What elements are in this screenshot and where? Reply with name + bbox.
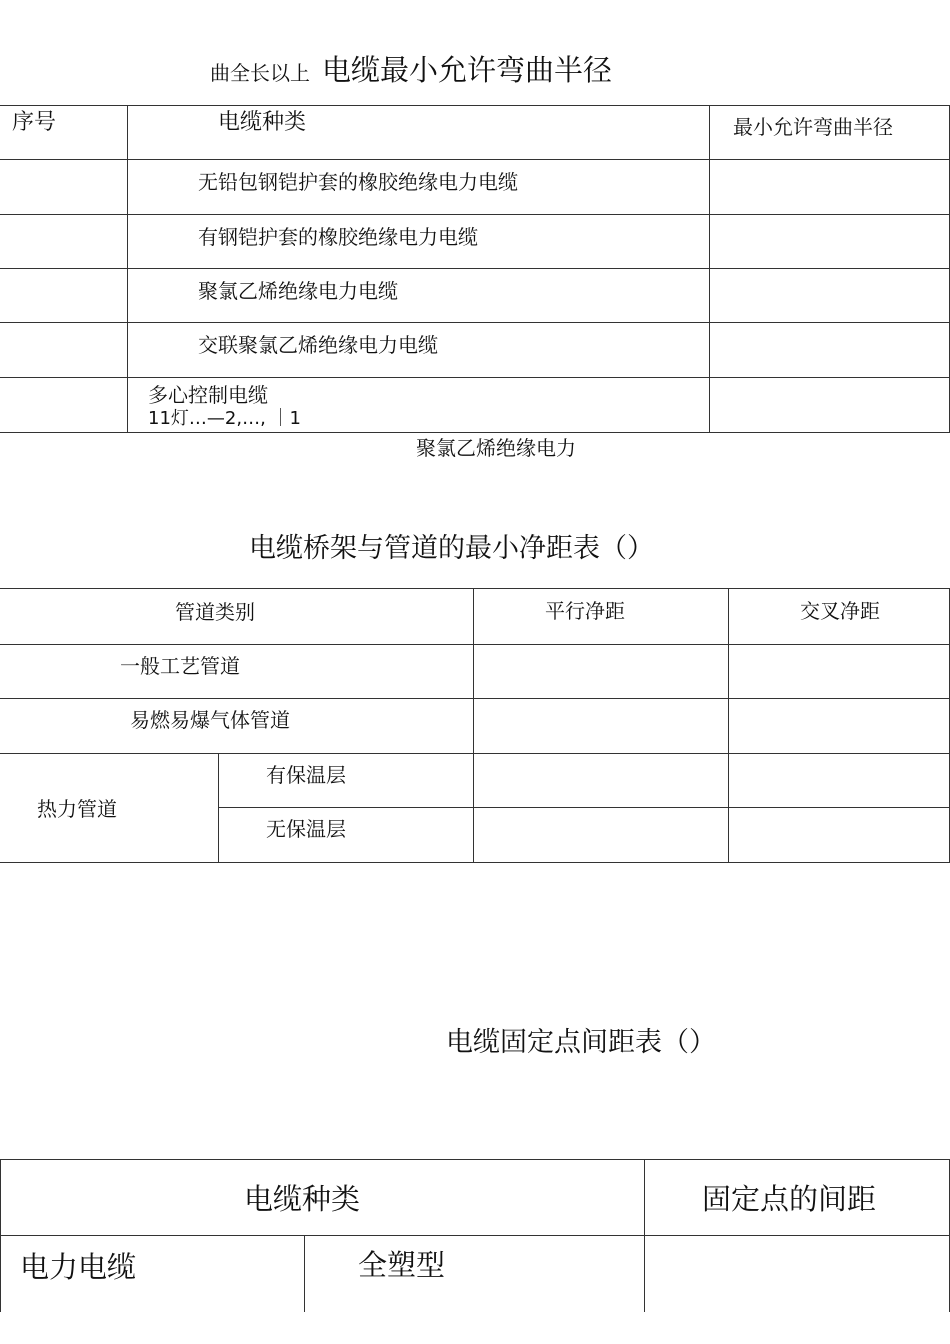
row-general-pipe: 一般工艺管道	[120, 654, 240, 678]
header-fixing-spacing: 固定点的间距	[702, 1182, 877, 1216]
row-note: 11灯…—2,…, ｜1	[148, 408, 301, 429]
row-with-insulation: 有保温层	[266, 763, 346, 787]
header-cable-type: 电缆种类	[244, 1182, 361, 1216]
row-flammable-gas-pipe: 易燃易爆气体管道	[130, 708, 290, 732]
section1-title-prefix: 曲全长以上	[210, 61, 310, 85]
section2-title: 电缆桥架与管道的最小净距表（）	[249, 533, 654, 564]
header-parallel-clearance: 平行净距	[545, 599, 625, 623]
header-pipe-category: 管道类别	[175, 600, 255, 624]
section3-title: 电缆固定点间距表（）	[446, 1027, 716, 1058]
row-cable-type: 有钢铠护套的橡胶绝缘电力电缆	[198, 225, 478, 249]
header-index: 序号	[12, 110, 57, 135]
header-cross-clearance: 交叉净距	[800, 599, 880, 623]
row-cable-type: 聚氯乙烯绝缘电力电缆	[198, 279, 398, 303]
row-power-cable: 电力电缆	[20, 1250, 137, 1284]
section1-footer-text: 聚氯乙烯绝缘电力	[416, 436, 576, 460]
header-min-radius: 最小允许弯曲半径	[733, 115, 893, 139]
row-thermal-pipe: 热力管道	[37, 797, 117, 821]
section1-title-main: 电缆最小允许弯曲半径	[322, 53, 613, 87]
row-all-plastic: 全塑型	[358, 1248, 446, 1282]
row-cable-type: 无铅包钢铠护套的橡胶绝缘电力电缆	[198, 170, 518, 194]
header-cable-type: 电缆种类	[218, 110, 307, 135]
row-cable-type: 多心控制电缆	[148, 383, 268, 407]
row-without-insulation: 无保温层	[266, 817, 346, 841]
row-cable-type: 交联聚氯乙烯绝缘电力电缆	[198, 333, 438, 357]
